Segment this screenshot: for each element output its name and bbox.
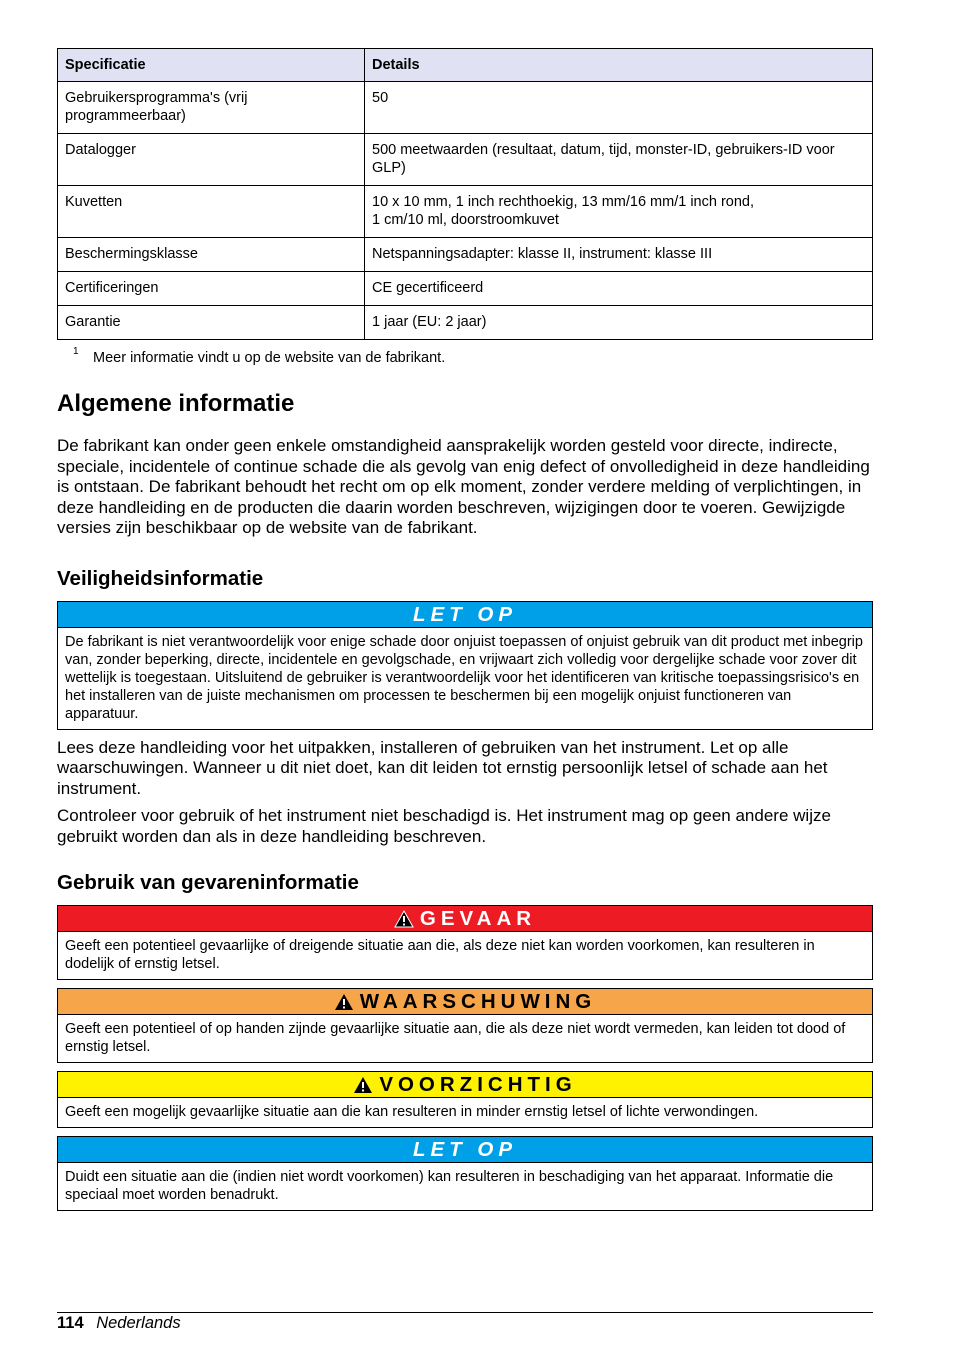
footnote-text: Meer informatie vindt u op de website van de fabrikant. [93, 350, 446, 366]
notice-header: LET OP [58, 602, 872, 628]
footnote [57, 346, 873, 366]
page-number: 114 [57, 1314, 84, 1332]
warning-text: Geeft een potentieel of op handen zijnde gevaarlijke situatie aan, die als deze niet wordt vermeden, kan leiden tot dood of ernstig letsel. [65, 1021, 846, 1055]
section-title-hazard: Gebruik van gevareninformatie [57, 871, 359, 894]
table-cell-spec: Garantie [58, 306, 365, 340]
table-cell-spec: Beschermingsklasse [58, 238, 365, 272]
table-row [58, 82, 873, 134]
danger-box [57, 905, 873, 980]
table-cell-spec: Datalogger [58, 134, 365, 186]
details-line: 10 x 10 mm, 1 inch rechthoekig, 13 mm/16 mm/1 inch rond, [372, 194, 755, 210]
caution-text: Geeft een mogelijk gevaarlijke situatie aan die kan resulteren in minder ernstig letsel of lichte verwondingen. [65, 1104, 759, 1120]
specification-table [57, 48, 873, 340]
danger-label: GEVAAR [419, 907, 537, 930]
column-header-specificatie: Specificatie [58, 49, 365, 82]
footnote-marker: 1 [73, 346, 79, 357]
section-title-safety: Veiligheidsinformatie [57, 566, 264, 590]
safety-paragraph-1: Lees deze handleiding voor het uitpakken, installeren of gebruiken van het instrument. Let op alle waarschuwingen. Wanneer u dit niet doet, kan dit leiden tot ernstig persoonlijk letsel of schade aan het instrument. [57, 737, 828, 798]
table-cell-details: Netspanningsadapter: klasse II, instrument: klasse III [365, 238, 873, 272]
table-cell-details: CE gecertificeerd [365, 272, 873, 306]
caution-box [57, 1071, 873, 1128]
safety-paragraph-2: Controleer voor gebruik of het instrument niet beschadigd is. Het instrument mag op geen andere wijze gebruikt worden dan als in deze handleiding beschreven. [57, 806, 831, 846]
page-footer [57, 1312, 873, 1333]
notice-box [57, 1136, 873, 1211]
table-row [58, 186, 873, 238]
warning-label: WAARSCHUWING [359, 990, 597, 1013]
warning-header [58, 989, 872, 1015]
column-header-details: Details [365, 49, 873, 82]
footer-language: Nederlands [96, 1314, 181, 1332]
table-cell-details: 50 [365, 82, 873, 134]
table-cell-details [365, 186, 873, 238]
general-paragraph: De fabrikant kan onder geen enkele omstandigheid aansprakelijk worden gesteld voor directe, indirecte, speciale, incidentele of continue schade die als gevolg van enig defect of onvolledigheid in deze handleiding is ontstaan. De fabrikant behoudt het recht om op elk moment, zonder verdere melding of verplichtingen, in deze handleiding en de producten die daarin worden beschreven, wijzigingen door te voeren. Gewijzigde versies zijn beschikbaar op de website van de fabrikant. [57, 436, 870, 537]
details-line: 1 cm/10 ml, doorstroomkuvet [372, 212, 559, 228]
notice-text: De fabrikant is niet verantwoordelijk voor enige schade door onjuist toepassen of onjuist gebruik van dit product met inbegrip van, zonder beperking, directe, incidentele en gevolgschade, en vrijwaart zich volledig voor dergelijke schade voor zover dit wettelijk is toegestaan. Uitsluitend de gebruiker is verantwoordelijk voor het identificeren van kritische toepassingsrisico's en het installeren van de juiste mechanismen om processen te beschermen bij een mogelijk onjuist functioneren van apparatuur. [65, 633, 863, 722]
table-row [58, 272, 873, 306]
table-cell-spec: Kuvetten [58, 186, 365, 238]
danger-text: Geeft een potentieel gevaarlijke of dreigende situatie aan die, als deze niet kan worden voorkomen, kan resulteren in dodelijk of ernstig letsel. [65, 938, 815, 972]
notice-text: Duidt een situatie aan die (indien niet wordt voorkomen) kan resulteren in beschadiging van het apparaat. Informatie die speciaal moet worden benadrukt. [65, 1169, 834, 1203]
table-cell-spec: Gebruikersprogramma's (vrij programmeerbaar) [58, 82, 365, 134]
caution-header [58, 1072, 872, 1098]
warning-box [57, 988, 873, 1063]
warning-triangle-icon [334, 993, 354, 1011]
table-header-row [58, 49, 873, 82]
table-cell-details: 500 meetwaarden (resultaat, datum, tijd, monster-ID, gebruikers-ID voor GLP) [365, 134, 873, 186]
warning-triangle-icon [353, 1076, 373, 1094]
table-cell-spec: Certificeringen [58, 272, 365, 306]
table-row [58, 134, 873, 186]
table-row [58, 306, 873, 340]
notice-box [57, 601, 873, 730]
notice-header: LET OP [58, 1137, 872, 1163]
warning-triangle-icon [394, 910, 414, 928]
table-row [58, 238, 873, 272]
caution-label: VOORZICHTIG [379, 1073, 577, 1096]
section-title-general: Algemene informatie [57, 390, 295, 417]
table-cell-details: 1 jaar (EU: 2 jaar) [365, 306, 873, 340]
page-content [57, 48, 873, 1219]
danger-header [58, 906, 872, 932]
